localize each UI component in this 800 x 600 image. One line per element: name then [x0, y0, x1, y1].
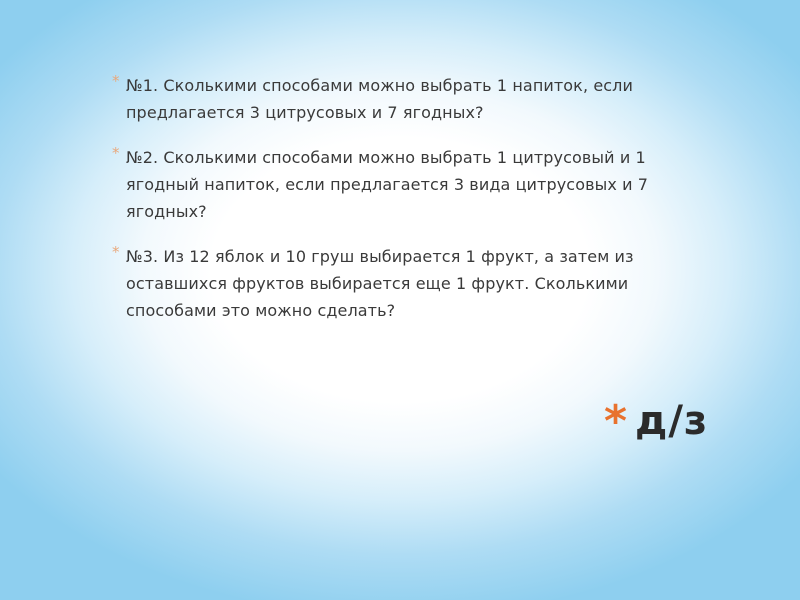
task-item-3	[112, 243, 672, 324]
task-3-text: №3. Из 12 яблок и 10 груш выбирается 1 фрукт, а затем из оставшихся фруктов выбирается еще 1 фрукт. Сколькими способами это можно сделать?	[126, 247, 634, 320]
task-item-1	[112, 72, 672, 126]
slide-title	[604, 396, 709, 447]
bullet-star-icon: *	[112, 144, 120, 162]
bullet-star-icon: *	[112, 243, 120, 261]
title-star-icon: *	[604, 396, 628, 447]
task-2-text: №2. Сколькими способами можно выбрать 1 цитрусовый и 1 ягодный напиток, если предлагается 3 вида цитрусовых и 7 ягодных?	[126, 148, 649, 221]
bullet-star-icon: *	[112, 72, 120, 90]
task-item-2	[112, 144, 672, 225]
task-list	[112, 72, 672, 342]
title-text: д/з	[635, 398, 709, 444]
task-1-text: №1. Сколькими способами можно выбрать 1 напиток, если предлагается 3 цитрусовых и 7 ягодных?	[126, 76, 633, 122]
